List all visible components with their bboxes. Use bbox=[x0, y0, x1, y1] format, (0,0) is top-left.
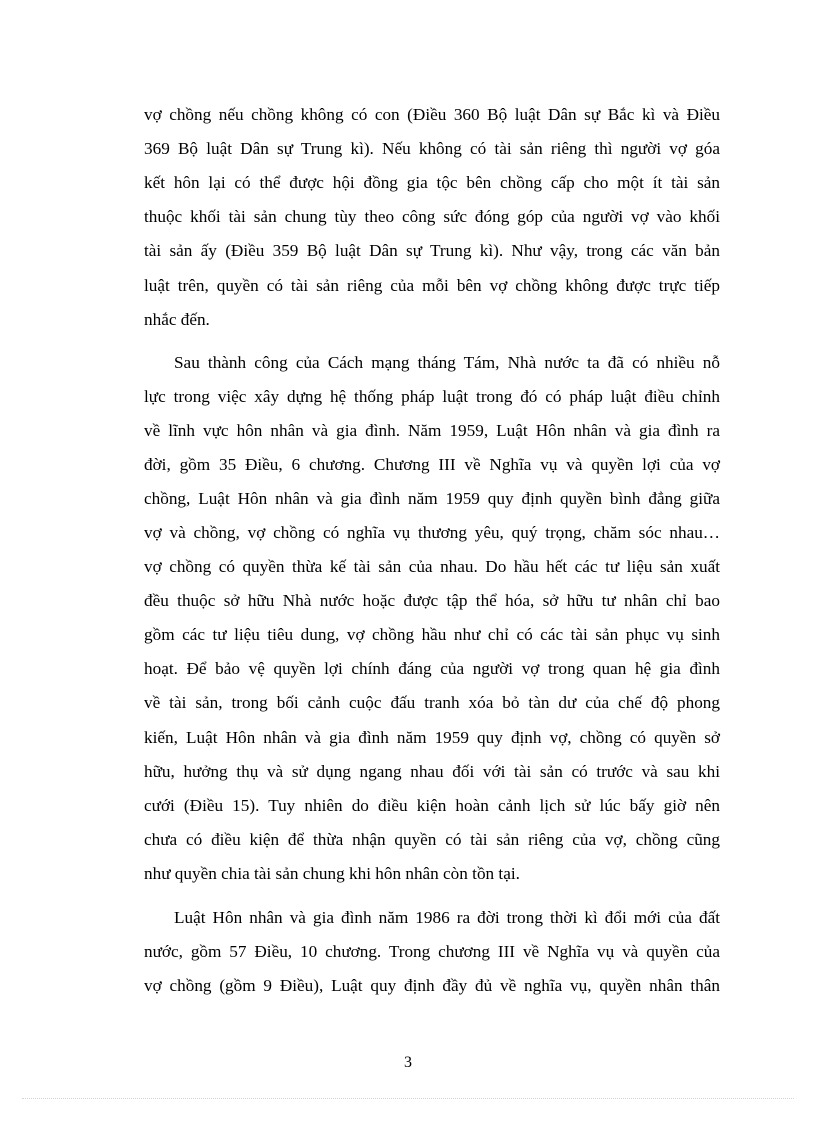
text-line: Sau thành công của Cách mạng tháng Tám, Nhà nước ta đã có nhiều nỗ bbox=[174, 353, 720, 372]
text-line: hoạt. Để bảo vệ quyền lợi chính đáng của người vợ trong quan hệ gia đình bbox=[144, 659, 720, 678]
text-line: vợ chồng (gồm 9 Điều), Luật quy định đầy đủ về nghĩa vụ, quyền nhân thân bbox=[144, 976, 720, 995]
text-line: chồng, Luật Hôn nhân và gia đình năm 1959 quy định quyền bình đẳng giữa bbox=[144, 489, 720, 508]
text-line: nhắc đến. bbox=[144, 310, 210, 329]
text-line: kiến, Luật Hôn nhân và gia đình năm 1959 quy định vợ, chồng có quyền sở bbox=[144, 728, 720, 747]
text-line: như quyền chia tài sản chung khi hôn nhân còn tồn tại. bbox=[144, 864, 520, 883]
text-line: vợ chồng có quyền thừa kế tài sản của nhau. Do hầu hết các tư liệu sản xuất bbox=[144, 557, 720, 576]
page-break-divider bbox=[22, 1098, 794, 1099]
text-line: cưới (Điều 15). Tuy nhiên do điều kiện hoàn cảnh lịch sử lúc bấy giờ nên bbox=[144, 796, 720, 815]
text-line: đều thuộc sở hữu Nhà nước hoặc được tập thể hóa, sở hữu tư nhân chỉ bao bbox=[144, 591, 720, 610]
text-line: lực trong việc xây dựng hệ thống pháp luật trong đó có pháp luật điều chỉnh bbox=[144, 387, 720, 406]
page-number: 3 bbox=[404, 1054, 412, 1071]
text-line: tài sản ấy (Điều 359 Bộ luật Dân sự Trung kì). Như vậy, trong các văn bản bbox=[144, 241, 720, 260]
text-line: kết hôn lại có thể được hội đồng gia tộc bên chồng cấp cho một ít tài sản bbox=[144, 173, 720, 192]
text-line: luật trên, quyền có tài sản riêng của mỗi bên vợ chồng không được trực tiếp bbox=[144, 276, 720, 295]
text-line: nước, gồm 57 Điều, 10 chương. Trong chương III về Nghĩa vụ và quyền của bbox=[144, 942, 720, 961]
text-line: Luật Hôn nhân và gia đình năm 1986 ra đời trong thời kì đổi mới của đất bbox=[174, 908, 720, 927]
text-line: chưa có điều kiện để thừa nhận quyền có tài sản riêng của vợ, chồng cũng bbox=[144, 830, 720, 849]
text-line: về lĩnh vực hôn nhân và gia đình. Năm 1959, Luật Hôn nhân và gia đình ra bbox=[144, 421, 720, 440]
text-line: 369 Bộ luật Dân sự Trung kì). Nếu không có tài sản riêng thì người vợ góa bbox=[144, 139, 720, 158]
text-line: hữu, hưởng thụ và sử dụng ngang nhau đối với tài sản có trước và sau khi bbox=[144, 762, 720, 781]
text-line: gồm các tư liệu tiêu dung, vợ chồng hầu như chỉ có các tài sản phục vụ sinh bbox=[144, 625, 720, 644]
text-line: thuộc khối tài sản chung tùy theo công sức đóng góp của người vợ vào khối bbox=[144, 207, 720, 226]
text-line: vợ và chồng, vợ chồng có nghĩa vụ thương yêu, quý trọng, chăm sóc nhau… bbox=[144, 523, 720, 542]
text-line: vợ chồng nếu chồng không có con (Điều 360 Bộ luật Dân sự Bắc kì và Điều bbox=[144, 105, 720, 124]
text-line: đời, gồm 35 Điều, 6 chương. Chương III về Nghĩa vụ và quyền lợi của vợ bbox=[144, 455, 720, 474]
text-line: về tài sản, trong bối cảnh cuộc đấu tranh xóa bỏ tàn dư của chế độ phong bbox=[144, 693, 720, 712]
